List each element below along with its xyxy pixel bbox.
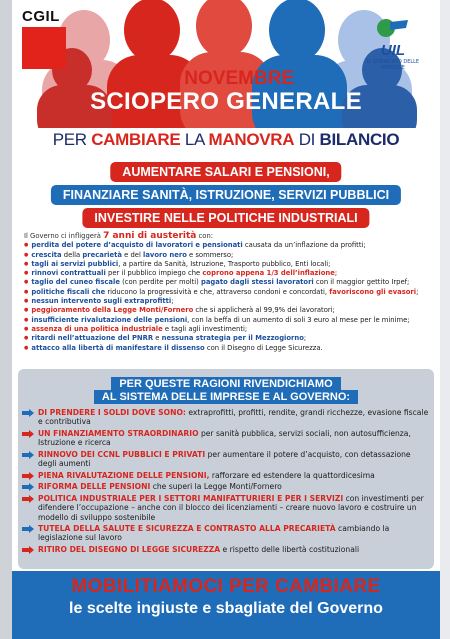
demand-item (22, 494, 430, 522)
demand-rest: extraprofitti, profitti, rendite, grandi ricchezze, evasione fiscale e contributiva (38, 408, 429, 427)
item-text: con il maggior gettito Irpef; (313, 278, 410, 287)
cgil-logo (22, 8, 76, 50)
list-item (24, 260, 434, 269)
hero-banner (12, 0, 440, 128)
item-text: con il Disegno di Legge Sicurezza. (204, 343, 323, 352)
item-text: ; (416, 287, 419, 296)
list-item (24, 316, 434, 325)
uil-logo-text: UIL (380, 42, 406, 59)
item-highlight: lavoro nero (143, 250, 187, 259)
item-highlight: insufficiente rivalutazione delle pensioni (31, 315, 188, 324)
demand-rest: per sanità pubblica, servizi sociali, non autosufficienza, Istruzione e ricerca (38, 428, 411, 448)
austerity-list (24, 232, 434, 353)
demand-item (22, 482, 430, 491)
list-item (24, 306, 434, 315)
uil-tagline: IL SINDACATO DELLE PERSONE (366, 59, 420, 71)
strike-poster (12, 0, 440, 639)
demand-text (38, 429, 430, 448)
demands-title (12, 378, 440, 404)
item-text: e (153, 334, 162, 343)
item-highlight-red: coprono appena 1/3 dell’inflazione (202, 269, 335, 278)
austerity-lead (24, 232, 434, 241)
item-highlight-red: peggioramento della Legge Monti/Fornero (31, 306, 194, 315)
arrow-right-icon (22, 409, 34, 417)
demand-text (38, 471, 430, 480)
item-highlight: taglio del cuneo fiscale (31, 278, 120, 287)
item-highlight: rinnovi contrattuali (31, 269, 106, 278)
item-highlight: crescita (31, 250, 62, 259)
arrow-right-icon (22, 495, 34, 503)
item-text: e sommerso; (186, 250, 234, 259)
demand-text (38, 524, 430, 543)
demand-text (38, 545, 430, 554)
item-highlight: politiche fiscali che (31, 287, 106, 296)
item-highlight: nessuna strategia per il Mezzogiorno (161, 334, 304, 343)
lead-highlight: 7 anni di austerità (103, 231, 197, 241)
arrow-right-icon (22, 472, 34, 480)
demand-bold: RINNOVO DEI CCNL PUBBLICI E PRIVATI (38, 449, 206, 459)
demand-item (22, 545, 430, 554)
demand-item (22, 450, 430, 469)
demand-bold: UN FINANZIAMENTO STRAORDINARIO (38, 428, 199, 438)
banner-salari: AUMENTARE SALARI E PENSIONI, (110, 162, 341, 182)
demand-item (22, 429, 430, 448)
demand-item (22, 524, 430, 543)
item-text: riducono la progressività e che, attraverso condoni e concordati, (105, 287, 330, 296)
item-text: causata da un’inflazione da profitti; (242, 241, 366, 250)
item-highlight: precarietà (82, 250, 122, 259)
banner-sanita: FINANZIARE SANITÀ, ISTRUZIONE, SERVIZI PUBBLICI (51, 185, 401, 205)
item-highlight: ritardi nell’attuazione del PNRR (31, 334, 154, 343)
lead-text: Il Governo ci infliggerà (24, 232, 104, 240)
demands-title-line1: PER QUESTE RAGIONI RIVENDICHIAMO (111, 377, 340, 391)
item-text: (con perdite per molti) (119, 278, 201, 287)
demand-text (38, 408, 430, 427)
item-text: ; (171, 297, 174, 306)
item-highlight-red: assenza di una politica industriale (31, 324, 163, 333)
item-text: , a partire da Sanità, Istruzione, Trasporto pubblico, Enti locali; (118, 259, 331, 268)
subtitle-part: LA (180, 130, 209, 149)
list-item (24, 297, 434, 306)
list-item (24, 278, 434, 287)
demand-rest: rafforzare ed estendere la quattordicesima (209, 470, 375, 480)
item-text: ; (303, 334, 307, 343)
footer-subline: le scelte ingiuste e sbagliate del Governo (69, 600, 383, 617)
arrow-right-icon (22, 546, 34, 554)
list-item (24, 269, 434, 278)
item-highlight-red: favoriscono gli evasori (329, 287, 417, 296)
demand-item (22, 408, 430, 427)
list-item (24, 325, 434, 334)
arrow-right-icon (22, 483, 34, 491)
item-text: ; (334, 269, 338, 278)
page-edge (440, 0, 450, 639)
arrow-right-icon (22, 525, 34, 533)
item-highlight: tagli ai servizi pubblici (31, 259, 119, 268)
list-item (24, 288, 434, 297)
footer-headline: MOBILITIAMOCI PER CAMBIARE (71, 576, 381, 597)
list-item (24, 344, 434, 353)
item-text: e tagli agli investimenti; (162, 324, 248, 333)
cgil-logo-text: CGIL (22, 8, 60, 25)
demand-rest: che superi la Legge Monti/Fornero (150, 482, 282, 492)
item-highlight: attacco alla libertà di manifestare il dissenso (31, 343, 205, 352)
list-item (24, 241, 434, 250)
list-item (24, 334, 434, 343)
demand-bold: TUTELA DELLA SALUTE E SICUREZZA E CONTRASTO ALLA PRECARIETÀ (38, 524, 336, 534)
subtitle-part: PER (52, 130, 92, 149)
subtitle-part: BILANCIO (319, 130, 400, 149)
item-highlight: pagato dagli stessi lavoratori (200, 278, 314, 287)
demand-text (38, 494, 430, 522)
uil-flag-icon (376, 18, 410, 38)
item-text: , con la beffa di un aumento di soli 3 euro al mese per le minime; (187, 315, 410, 324)
strike-date: 29 NOVEMBRE (157, 68, 295, 89)
cgil-logo-square (22, 27, 66, 69)
strike-title: SCIOPERO GENERALE (90, 88, 362, 115)
demand-bold: POLITICA INDUSTRIALE PER I SETTORI MANIFATTURIERI E PER I SERVIZI (38, 493, 344, 503)
banner-politiche: INVESTIRE NELLE POLITICHE INDUSTRIALI (82, 208, 369, 228)
item-highlight: nessun intervento sugli extraprofitti (31, 297, 172, 306)
item-text: della (61, 250, 83, 259)
item-highlight: perdita del potere d’acquisto di lavoratori e pensionati (31, 241, 243, 250)
subtitle-part: DI (294, 130, 320, 149)
list-item (24, 251, 434, 260)
demand-rest: con investimenti per difendere l’occupazione – anche con il blocco dei licenziamenti – creare nuovo lavoro e costruire un modello di sviluppo sostenibile (38, 493, 424, 522)
subtitle-part: CAMBIARE (91, 130, 181, 149)
lead-text: con: (196, 232, 214, 240)
item-text: per il pubblico impiego che (105, 269, 203, 278)
demands-title-line2: AL SISTEMA DELLE IMPRESE E AL GOVERNO: (94, 390, 358, 404)
demand-item (22, 471, 430, 480)
demand-bold: RITIRO DEL DISEGNO DI LEGGE SICUREZZA (38, 544, 221, 554)
demands-list (22, 408, 430, 556)
item-text: che si applicherà al 99,9% dei lavoratori; (193, 306, 335, 315)
demand-rest: e rispetto delle libertà costituzionali (220, 544, 360, 554)
demand-bold: RIFORMA DELLE PENSIONI (38, 482, 151, 492)
subtitle-part: MANOVRA (208, 130, 295, 149)
demand-bold: DI PRENDERE I SOLDI DOVE SONO: (38, 408, 186, 417)
demand-rest: cambiando la legislazione sul lavoro (38, 524, 390, 543)
demand-text (38, 450, 430, 469)
poster-subtitle (12, 130, 440, 150)
item-text: e del (121, 250, 144, 259)
demand-bold: PIENA RIVALUTAZIONE DELLE PENSIONI, (38, 470, 210, 480)
demand-text (38, 482, 430, 491)
arrow-right-icon (22, 430, 34, 438)
demand-rest: per aumentare il potere d’acquisto, con detassazione degli aumenti (38, 449, 411, 469)
arrow-right-icon (22, 451, 34, 459)
uil-logo (358, 18, 428, 71)
